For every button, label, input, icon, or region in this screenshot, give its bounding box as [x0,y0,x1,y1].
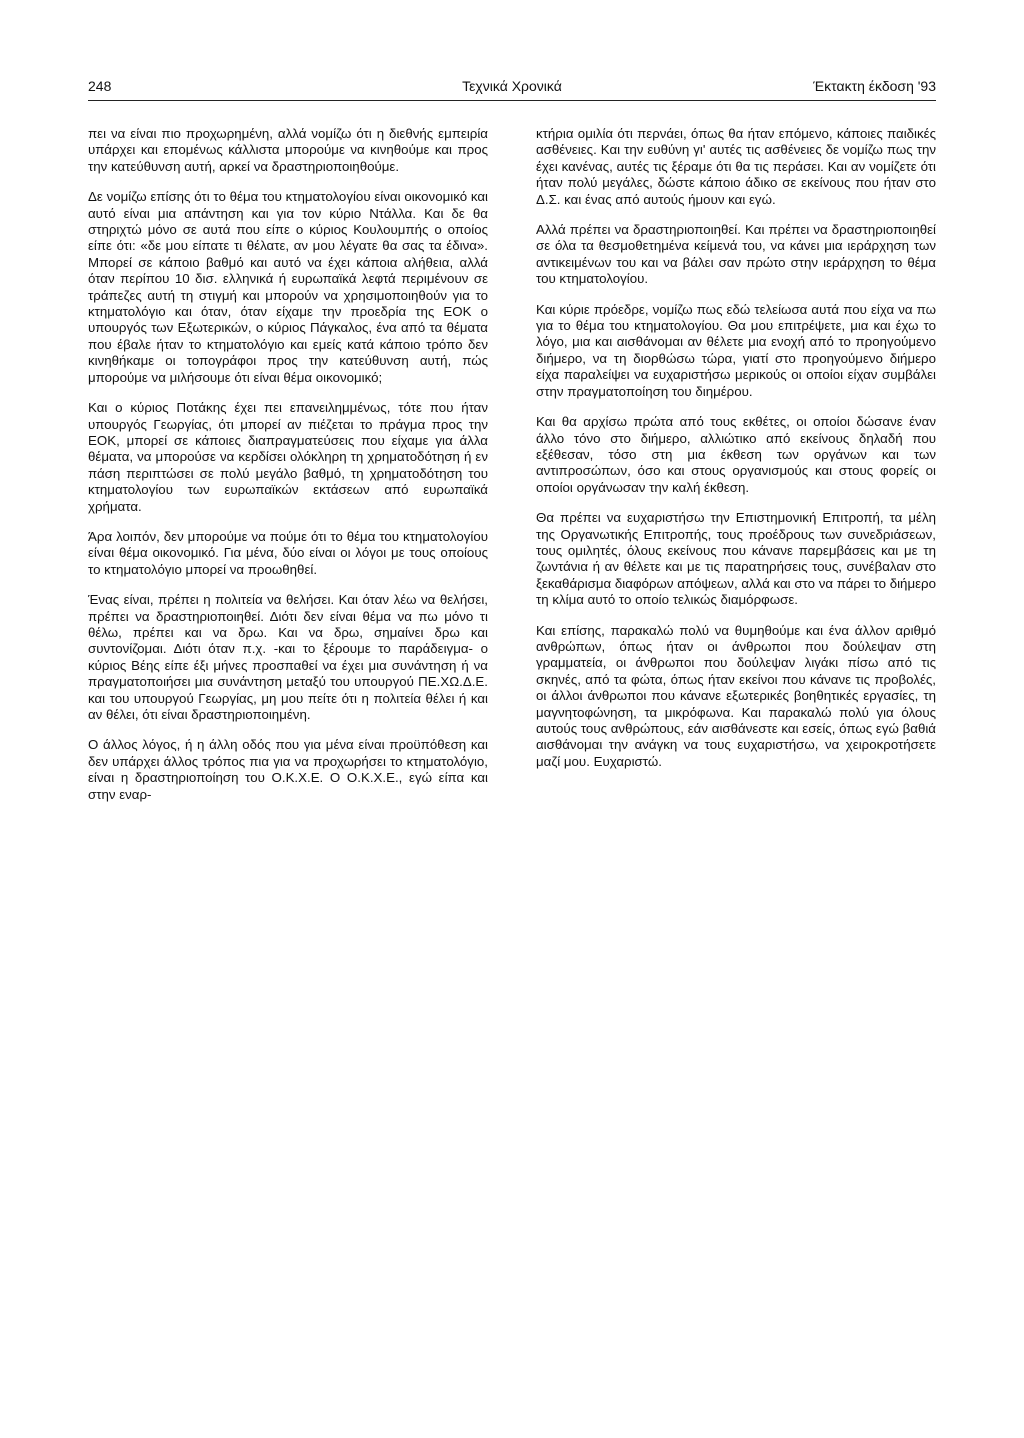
left-column [88,126,488,817]
paragraph: Ο άλλος λόγος, ή η άλλη οδός που για μένα είναι προϋπόθεση και δεν υπάρχει άλλος τρόπος πια για να προχωρήσει το κτηματολόγιο, είναι η δραστηριοποίηση του Ο.Κ.Χ.Ε. Ο Ο.Κ.Χ.Ε., εγώ είπα και στην εναρ- [88,737,488,802]
paragraph: Αλλά πρέπει να δραστηριοποιηθεί. Και πρέπει να δραστηριοποιηθεί σε όλα τα θεσμοθετημένα κείμενά του, να κάνει μια ιεράρχηση των αντικειμένων του και να βάλει σαν πρώτο στην ιεράρχηση το θέμα του κτηματολογίου. [536,222,936,287]
journal-title: Τεχνικά Χρονικά [462,78,562,94]
paragraph: Και ο κύριος Ποτάκης έχει πει επανειλημμένως, τότε που ήταν υπουργός Γεωργίας, ότι μπορεί αν πιέζεται το πράγμα προς την ΕΟΚ, μπορεί σε κάποιες διαπραγματεύσεις που είχαμε για άλλα θέματα, να μπορούσε να κερδίσει ολόκληρη τη χρηματοδότηση ή εν πάση περιπτώσει σε πολύ μεγάλο βαθμό, τη χρηματοδότηση του κτηματολογίου των ευρωπαϊκών εκτάσεων από ευρωπαϊκά χρήματα. [88,400,488,514]
paragraph: Και επίσης, παρακαλώ πολύ να θυμηθούμε και ένα άλλον αριθμό ανθρώπων, όπως ήταν οι άνθρωποι που δούλεψαν στη γραμματεία, οι άνθρωποι που δούλεψαν λιγάκι πίσω από τις σκηνές, από τα φώτα, όπως ήταν εκείνοι που κάνανε τις προβολές, οι άλλοι άνθρωποι που κάνανε εξωτερικές βοηθητικές εργασίες, τη μαγνητοφώνηση, τα μικρόφωνα. Και παρακαλώ πολύ για όλους αυτούς τους ανθρώπους, εάν αισθάνεστε και εσείς, όπως εγώ βαθιά αισθάνομαι την ανάγκη να τους ευχαριστήσω, να χειροκροτήσετε μαζί μου. Ευχαριστώ. [536,622,936,769]
paragraph: Και κύριε πρόεδρε, νομίζω πως εδώ τελείωσα αυτά που είχα να πω για το θέμα του κτηματολογίου. Θα μου επιτρέψετε, μια και έχω το λόγο, μια και αισθάνομαι αν θέλετε μια ενοχή από το προηγούμενο διήμερο, να τη διορθώσω τώρα, γιατί στο προηγούμενο διήμερο είχα παραλείψει να ευχαριστήσω μερικούς οι οποίοι είχαν συμβάλει στην πραγματοποίηση του διημέρου. [536,301,936,399]
paragraph: πει να είναι πιο προχωρημένη, αλλά νομίζω ότι η διεθνής εμπειρία υπάρχει και επομένως κάλλιστα μπορούμε να κινηθούμε και προς την κατεύθυνση αυτή, αρκεί να δραστηριοποιηθούμε. [88,126,488,174]
document-page [88,76,936,1396]
running-header [88,76,936,101]
page-number: 248 [88,78,112,94]
paragraph: Και θα αρχίσω πρώτα από τους εκθέτες, οι οποίοι δώσανε έναν άλλο τόνο στο διήμερο, αλλιώτικο από εκείνους δηλαδή που εξέθεσαν, τόσο στη μια έκθεση των οργάνων και των αντιπροσώπων, όσο και στους οργανισμούς και στους φορείς οι οποίοι οργάνωσαν την καλή έκθεση. [536,414,936,495]
issue-label: Έκτακτη έκδοση '93 [813,78,936,94]
paragraph: Άρα λοιπόν, δεν μπορούμε να πούμε ότι το θέμα του κτηματολογίου είναι θέμα οικονομικό. Για μένα, δύο είναι οι λόγοι με τους οποίους το κτηματολόγιο μπορεί να προωθηθεί. [88,528,488,577]
paragraph: Θα πρέπει να ευχαριστήσω την Επιστημονική Επιτροπή, τα μέλη της Οργανωτικής Επιτροπής, τους προέδρους των συνεδριάσεων, τους ομιλητές, όλους εκείνους που κάνανε παρεμβάσεις και με τη ζωντάνια ή αν θέλετε και με τις παρατηρήσεις τους, συνέβαλαν στο ξεκαθάρισμα διαφόρων απόψεων, αλλά και στο να πάρει το διήμερο τη κλίμα αυτό το οποίο τελικώς διαμόρφωσε. [536,510,936,608]
right-column [536,126,936,784]
paragraph: Ένας είναι, πρέπει η πολιτεία να θελήσει. Και όταν λέω να θελήσει, πρέπει να δραστηριοποιηθεί. Διότι δεν είναι θέμα να πω μόνο τι θέλω, πρέπει και να δρω. Και να δρω, σημαίνει δρω και συντονίζομαι. Διότι όταν π.χ. -και το ξέρουμε το παράδειγμα- ο κύριος Βέης είπε έξι μήνες προσπαθεί να έχει μια συνάντηση ή να πραγματοποιήσει μια συνάντηση μεταξύ του υπουργού ΠΕ.ΧΩ.Δ.Ε. και του υπουργού Γεωργίας, μη μου πείτε ότι η πολιτεία θέλει ή και αν θέλει, ότι είναι δραστηριοποιημένη. [88,592,488,722]
paragraph: Δε νομίζω επίσης ότι το θέμα του κτηματολογίου είναι οικονομικό και αυτό είναι μια απάντηση και για τον κύριο Ντάλλα. Και δε θα στηριχτώ μόνο σε αυτά που είπε ο κύριος Κουλουμπής ο οποίος είπε ότι: «δε μου είπατε τι θέλατε, αν μου λέγατε θα σας τα έδινα». Μπορεί σε κάποιο βαθμό και αυτό να έχει κάποια αλήθεια, αλλά όταν περίπου 10 δισ. ελληνικά ή ευρωπαϊκά λεφτά περιμένουν σε τράπεζες αυτή τη στιγμή και μπορούν να χρησιμοποιηθούν για το κτηματολόγιο και όταν, όταν είχαμε την προεδρία της ΕΟΚ ο υπουργός των Εξωτερικών, ο κύριος Πάγκαλος, ένα από τα θέματα που έβαλε ήταν το κτηματολόγιο και εμείς κατά κάποιο τρόπο δεν κινηθήκαμε οι τοπογράφοι προς την κατεύθυνση αυτή, πώς μπορούμε να μιλήσουμε ότι είναι θέμα οικονομικό; [88,189,488,385]
paragraph: κτήρια ομιλία ότι περνάει, όπως θα ήταν επόμενο, κάποιες παιδικές ασθένειες. Και την ευθύνη γι' αυτές τις ασθένειες δε νομίζω πως την έχει κανένας, αυτές τις ξέραμε ότι θα τις περάσει. Και αν νομίζετε ότι ήταν πολύ μεγάλες, δώστε κάποιο άδικο σε εκείνους που ήταν στο Δ.Σ. και ένας από αυτούς ήμουν και εγώ. [536,126,936,207]
